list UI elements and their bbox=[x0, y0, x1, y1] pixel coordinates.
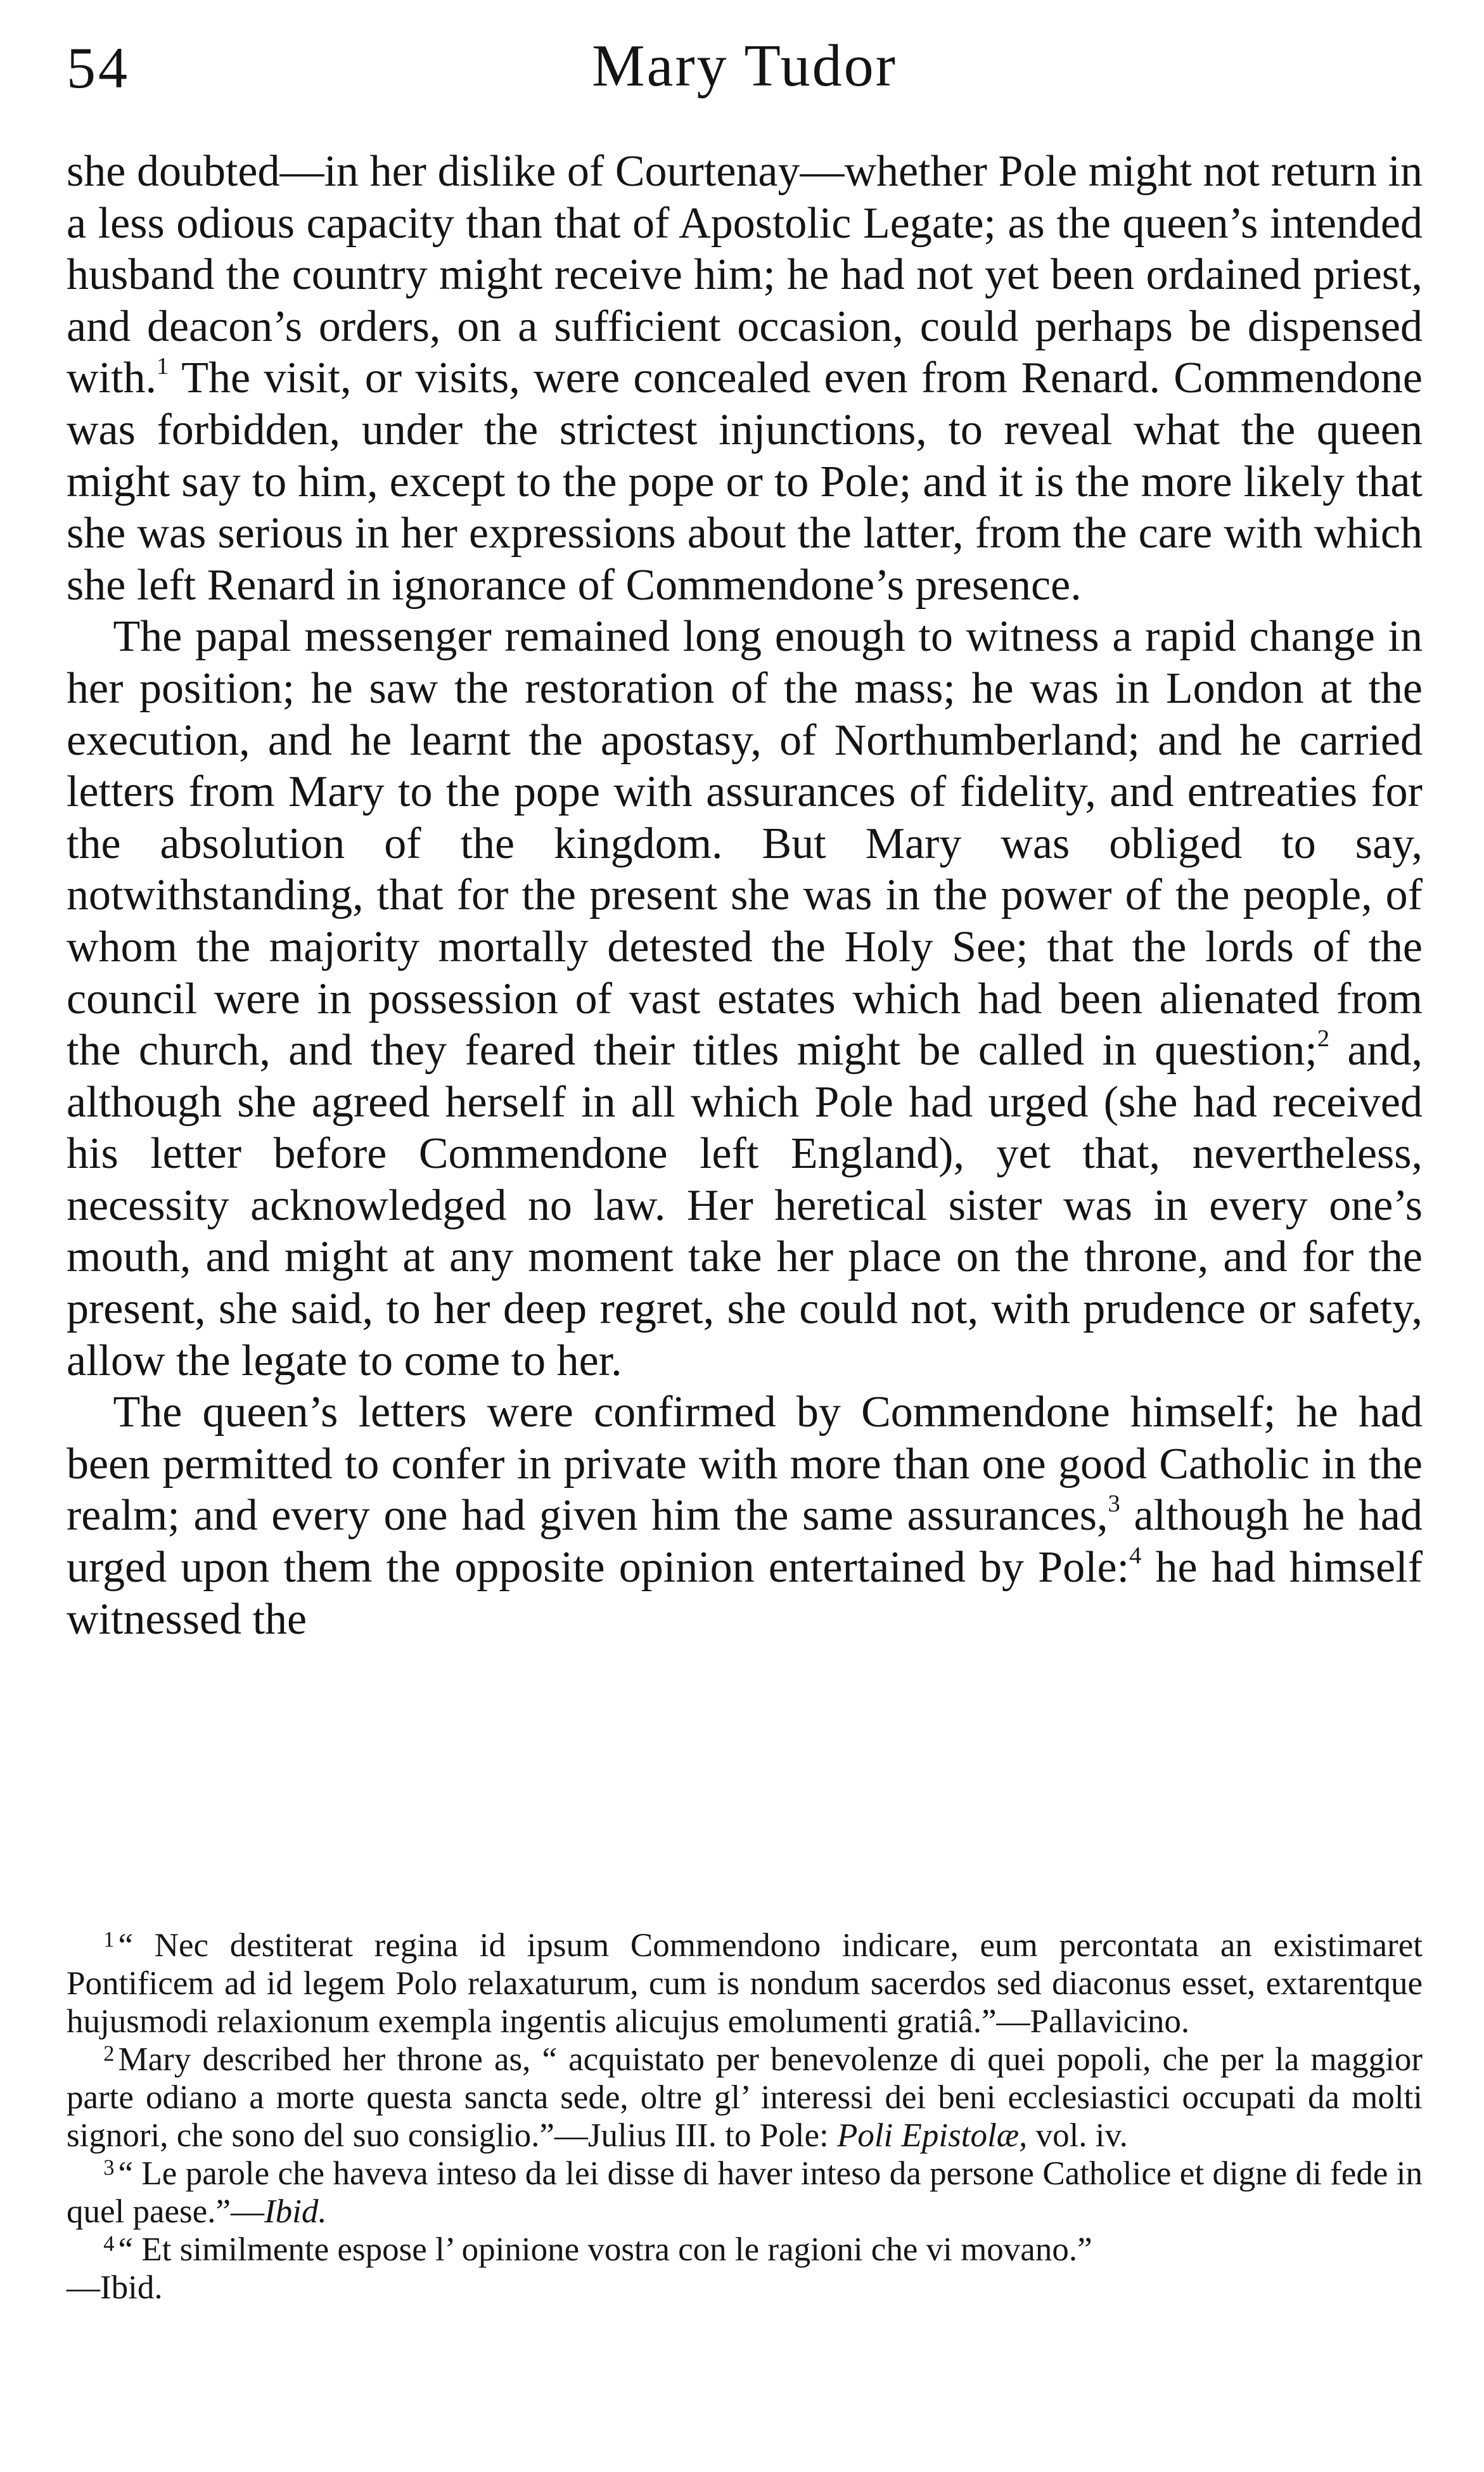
footnote-3-mark: 3 bbox=[103, 2155, 115, 2180]
paragraph-3-text-c: he had himself witnessed the bbox=[67, 1543, 1423, 1644]
footnote-ref-1: 1 bbox=[156, 353, 169, 380]
footnote-4-mark: 4 bbox=[103, 2231, 115, 2256]
paragraph-3 bbox=[67, 1386, 1423, 1645]
footnote-2-text: Mary described her throne as, “ acquistato per benevolenze di quei popoli, che per la maggior parte odiano a morte questa sancta sede, oltre gl’ interessi dei beni ecclesiastici occupati da molti signori, che sono del suo consiglio.”—Julius III. to Pole: bbox=[67, 2041, 1423, 2154]
paragraph-1 bbox=[67, 146, 1423, 611]
paragraph-2-text-a: The papal messenger remained long enough to witness a rapid change in her position; he saw the restoration of the mass; he was in London at the execution, and he learnt the apostasy, of Northumberland; and he carried letters from Mary to the pope with assurances of fidelity, and entreaties for the absolution of the kingdom. But Mary was obliged to say, notwithstanding, that for the present she was in the power of the people, of whom the majority mortally detested the Holy See; that the lords of the council were in possession of vast estates which had been alienated from the church, and they feared their titles might be called in question; bbox=[67, 612, 1423, 1075]
body-text bbox=[67, 146, 1423, 1645]
footnote-4 bbox=[67, 2231, 1423, 2269]
page-number: 54 bbox=[67, 35, 130, 100]
footnote-2 bbox=[67, 2040, 1423, 2155]
footnote-2-mark: 2 bbox=[103, 2041, 115, 2066]
footnote-ref-3: 3 bbox=[1108, 1490, 1120, 1518]
paragraph-3-text-a: The queen’s letters were confirmed by Commendone himself; he had been permitted to confer in private with more than one good Catholic in the realm; and every one had given him the same assurances, bbox=[67, 1388, 1423, 1540]
running-title: Mary Tudor bbox=[592, 33, 897, 99]
footnote-4-text: “ Et similmente espose l’ opinione vostra con le ragioni che vi movano.” bbox=[118, 2231, 1092, 2268]
paragraph-2-text-b: and, although she agreed herself in all which Pole had urged (she had received his letter before Commendone left England), yet that, nevertheless, necessity acknowledged no law. Her heretical sister was in every one’s mouth, and might at any moment take her place on the throne, and for the present, she said, to her deep regret, she could not, with prudence or safety, allow the legate to come to her. bbox=[67, 1026, 1423, 1385]
footnote-1 bbox=[67, 1926, 1423, 2040]
footnote-3 bbox=[67, 2155, 1423, 2231]
footnotes bbox=[67, 1926, 1423, 2307]
footnote-4-continuation: —Ibid. bbox=[67, 2269, 163, 2306]
page-header bbox=[67, 25, 1423, 120]
footnote-3-text: “ Le parole che haveva inteso da lei disse di haver inteso da persone Catholice et digne di fede in quel paese.”— bbox=[67, 2155, 1423, 2230]
footnote-1-text: “ Nec destiterat regina id ipsum Commendono indicare, eum percontata an existimaret Pontificem ad id legem Polo relaxaturum, cum is nondum sacerdos sed diaconus esset, extarentque hujusmodi relaxionum exempla ingentis alicujus emolumenti gratiâ.”—Pallavicino. bbox=[67, 1927, 1423, 2040]
footnote-2-text-end: vol. iv. bbox=[1027, 2117, 1128, 2154]
paragraph-1-text-a: she doubted—in her dislike of Courtenay—whether Pole might not return in a less odious capacity than that of Apostolic Legate; as the queen’s intended husband the country might receive him; he had not yet been ordained priest, and deacon’s orders, on a sufficient occasion, could perhaps be dispensed with. bbox=[67, 147, 1423, 403]
book-page bbox=[67, 25, 1423, 2446]
footnote-ref-2: 2 bbox=[1317, 1025, 1330, 1053]
paragraph-1-text-b: The visit, or visits, were concealed even from Renard. Commendone was forbidden, under the strictest injunctions, to reveal what the queen might say to him, except to the pope or to Pole; and it is the more likely that she was serious in her expressions about the latter, from the care with which she left Renard in ignorance of Commendone’s presence. bbox=[67, 354, 1423, 610]
paragraph-3-text-b: although he had urged upon them the opposite opinion entertained by Pole: bbox=[67, 1491, 1423, 1592]
paragraph-2 bbox=[67, 611, 1423, 1386]
footnote-2-italic: Poli Epistolæ, bbox=[836, 2117, 1028, 2154]
footnote-ref-4: 4 bbox=[1129, 1542, 1142, 1570]
footnote-1-mark: 1 bbox=[103, 1927, 115, 1952]
footnote-3-italic: Ibid. bbox=[264, 2193, 327, 2230]
